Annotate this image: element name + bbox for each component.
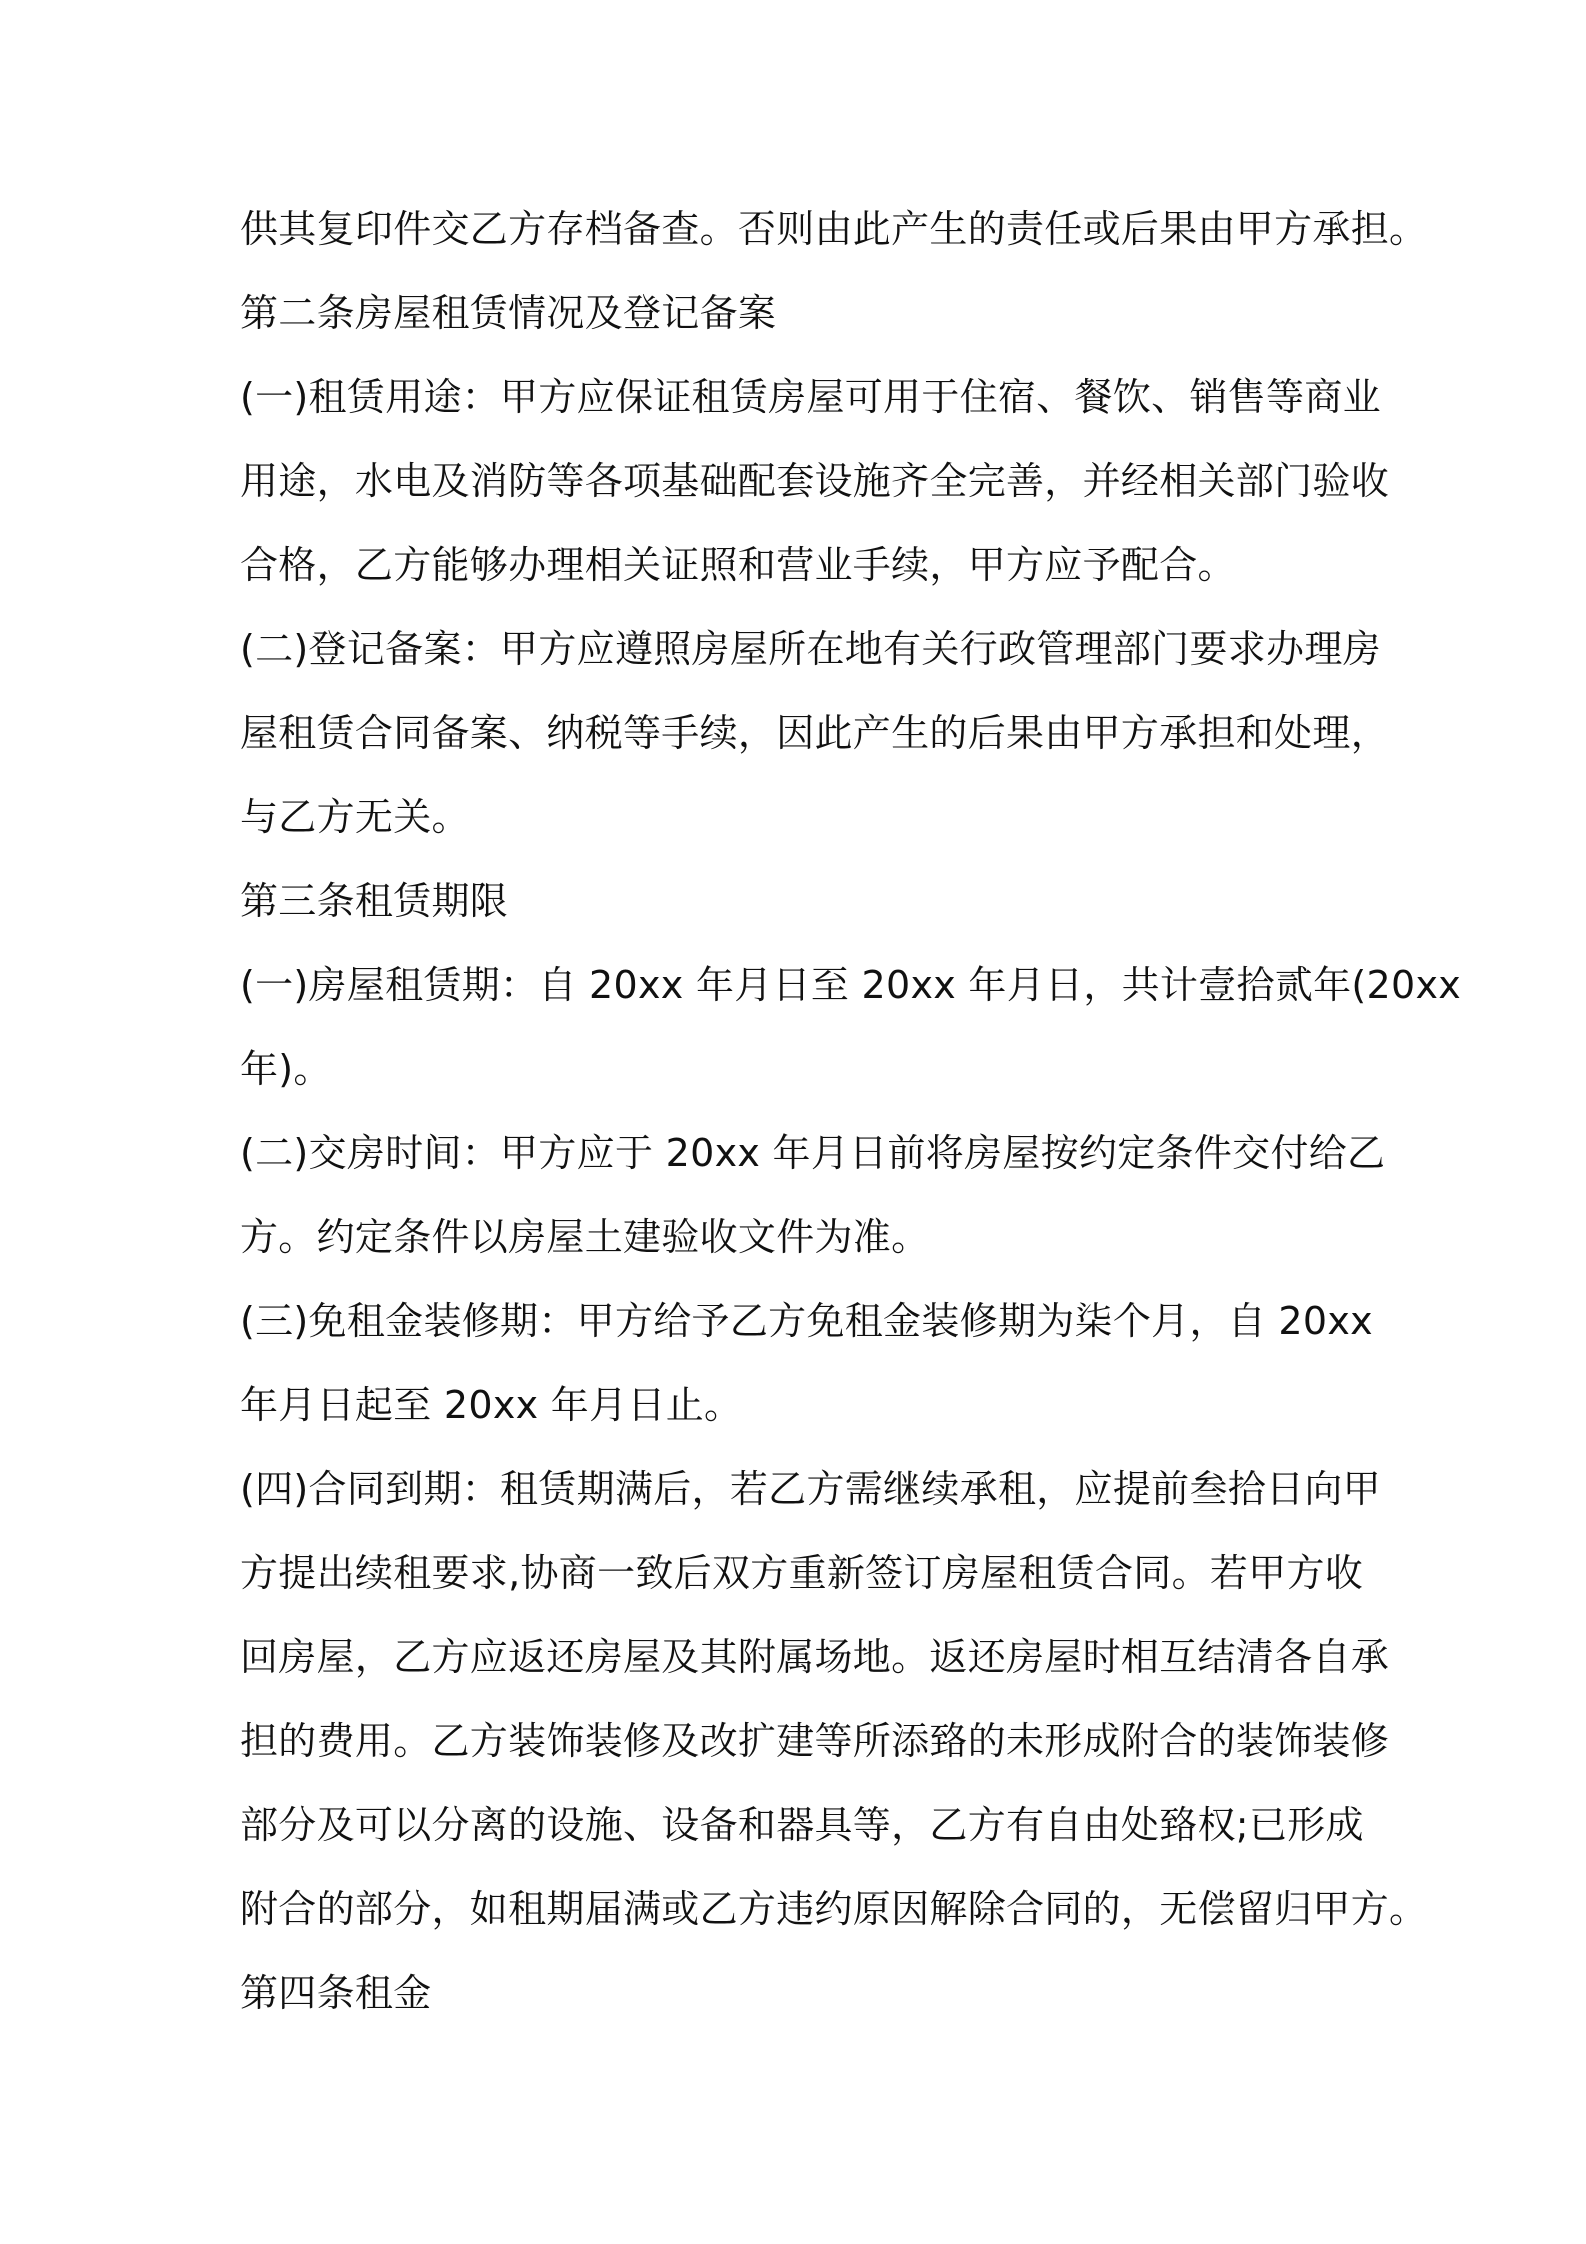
section-heading: 第四条租金 (240, 1971, 432, 2015)
text-line: 方提出续租要求,协商一致后双方重新签订房屋租赁合同。若甲方收 (240, 1551, 1364, 1595)
text-line: 部分及可以分离的设施、设备和器具等，乙方有自由处臵权;已形成 (240, 1803, 1364, 1847)
text-line: (一)租赁用途：甲方应保证租赁房屋可用于住宿、餐饮、销售等商业 (240, 375, 1381, 419)
section-heading: 第三条租赁期限 (240, 879, 509, 923)
text-line: 合格，乙方能够办理相关证照和营业手续，甲方应予配合。 (240, 543, 1236, 587)
text-line: 附合的部分，如租期届满或乙方违约原因解除合同的，无偿留归甲方。 (240, 1887, 1428, 1931)
text-line: 方。约定条件以房屋土建验收文件为准。 (240, 1215, 930, 1259)
text-line: (三)免租金装修期：甲方给予乙方免租金装修期为柒个月，自 20xx (240, 1299, 1373, 1343)
text-line: 年月日起至 20xx 年月日止。 (240, 1383, 743, 1427)
text-line: 供其复印件交乙方存档备查。否则由此产生的责任或后果由甲方承担。 (240, 207, 1428, 251)
text-line: 回房屋，乙方应返还房屋及其附属场地。返还房屋时相互结清各自承 (240, 1635, 1390, 1679)
text-line: 年)。 (240, 1047, 332, 1091)
text-line: (一)房屋租赁期：自 20xx 年月日至 20xx 年月日，共计壹拾贰年(20xx (240, 963, 1462, 1007)
text-line: 与乙方无关。 (240, 795, 470, 839)
text-line: (二)登记备案：甲方应遵照房屋所在地有关行政管理部门要求办理房 (240, 627, 1381, 671)
text-line: 屋租赁合同备案、纳税等手续，因此产生的后果由甲方承担和处理， (240, 711, 1390, 755)
section-heading: 第二条房屋租赁情况及登记备案 (240, 291, 777, 335)
text-line: 担的费用。乙方装饰装修及改扩建等所添臵的未形成附合的装饰装修 (240, 1719, 1390, 1763)
text-line: 用途，水电及消防等各项基础配套设施齐全完善，并经相关部门验收 (240, 459, 1390, 503)
text-line: (四)合同到期：租赁期满后，若乙方需继续承租，应提前叁拾日向甲 (240, 1467, 1381, 1511)
text-line: (二)交房时间：甲方应于 20xx 年月日前将房屋按约定条件交付给乙 (240, 1131, 1386, 1175)
